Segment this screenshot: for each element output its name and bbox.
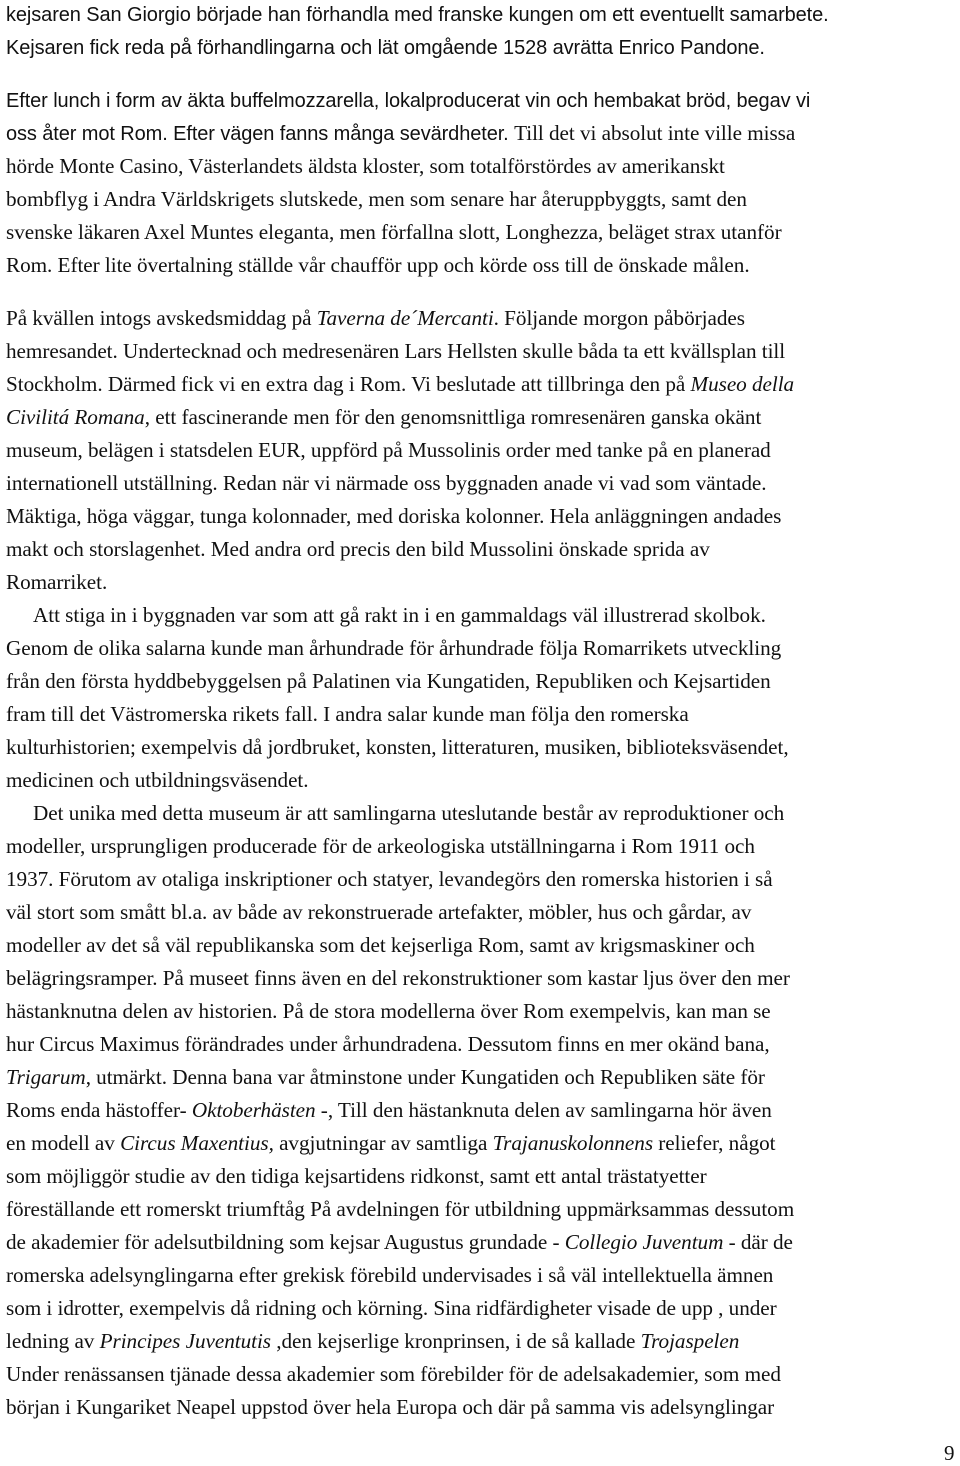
text-line [6, 735, 789, 759]
text-segment: Roms enda hästoffer- [6, 1098, 192, 1122]
text-line [6, 220, 782, 244]
text-segment: Mäktiga, höga väggar, tunga kolonnader, med doriska kolonner. Hela anläggningen andades [6, 504, 782, 528]
text-segment: museum, belägen i statsdelen EUR, uppförd på Mussolinis order med tanke på en planerad [6, 438, 771, 462]
text-line [6, 1065, 765, 1089]
text-line [6, 1164, 707, 1188]
text-segment: Under renässansen tjänade dessa akademier som förebilder för de adelsakademier, som med [6, 1362, 781, 1386]
text-segment: , ett fascinerande men för den genomsnittliga romresenären ganska okänt [144, 405, 762, 429]
text-line [6, 121, 795, 146]
text-segment: början i Kungariket Neapel uppstod över hela Europa och där på samma vis adelsynglingar [6, 1395, 775, 1419]
text-segment: från den första hyddbebyggelsen på Palatinen via Kungatiden, Republiken och Kejsartiden [6, 669, 771, 693]
text-segment: en modell av [6, 1131, 121, 1155]
text-segment: hur Circus Maximus förändrades under århundradena. Dessutom finns en mer okänd bana, [6, 1032, 770, 1056]
text-segment: Romarriket. [6, 570, 108, 594]
text-line [6, 471, 767, 495]
text-segment: de akademier för adelsutbildning som kejsar Augustus grundade - [6, 1230, 565, 1254]
text-line [6, 1032, 770, 1056]
text-line [6, 306, 745, 330]
text-segment: hemresandet. Undertecknad och medresenären Lars Hellsten skulle båda ta ett kvällsplan till [6, 339, 786, 363]
text-line [6, 834, 755, 858]
text-segment: internationell utställning. Redan när vi närmade oss byggnaden anade vi vad som väntade. [6, 471, 767, 495]
text-line [6, 537, 710, 561]
text-segment: Det unika med detta museum är att samlingarna uteslutande består av reproduktioner och [33, 801, 785, 825]
italic-text: Trojaspelen [640, 1329, 740, 1353]
text-line [6, 1098, 772, 1122]
text-segment: 1937. Förutom av otaliga inskriptioner och statyer, levandegörs den romerska historien i så [6, 867, 773, 891]
text-segment: medicinen och utbildningsväsendet. [6, 768, 309, 792]
italic-text: Taverna de´Mercanti [316, 306, 494, 330]
text-line [6, 504, 781, 528]
text-line [6, 933, 755, 957]
text-segment: -, Till den hästanknuta delen av samlingarna hör även [315, 1098, 772, 1122]
text-line [6, 88, 810, 113]
text-line [6, 867, 773, 891]
italic-text: Oktoberhästen [191, 1098, 316, 1122]
text-line [6, 900, 751, 924]
text-segment: romerska adelsynglingarna efter grekisk förebild undervisades i så väl intellektuella ämnen [6, 1263, 774, 1287]
text-segment: Stockholm. Därmed fick vi en extra dag i Rom. Vi beslutade att tillbringa den på [6, 372, 691, 396]
text-line [6, 1329, 739, 1353]
text-segment: bombflyg i Andra Världskrigets slutskede, men som senare har återuppbyggts, samt den [6, 187, 747, 211]
text-segment: väl stort som smått bl.a. av både av rekonstruerade artefakter, möbler, hus och gårdar, av [6, 900, 752, 924]
text-segment: Till det vi absolut inte ville missa [514, 121, 796, 145]
text-segment: ledning av [6, 1329, 100, 1353]
text-segment: Kejsaren fick reda på förhandlingarna och lät omgående 1528 avrätta Enrico Pandone. [6, 37, 765, 59]
text-segment: Att stiga in i byggnaden var som att gå rakt in i en gammaldags väl illustrerad skolbok. [33, 603, 766, 627]
text-line [33, 603, 766, 627]
text-segment: kejsaren San Giorgio började han förhandla med franske kungen om ett eventuellt samarbete. [6, 4, 829, 26]
text-line [6, 154, 725, 178]
text-line [6, 570, 107, 594]
text-line [6, 1395, 774, 1419]
text-segment: modeller av det så väl republikanska som det kejserliga Rom, samt av krigsmaskiner och [6, 933, 755, 957]
italic-text: Collegio Juventum [564, 1230, 724, 1254]
text-line [6, 1131, 776, 1155]
italic-text: Trigarum [6, 1065, 86, 1089]
italic-text: Museo della [690, 372, 795, 396]
text-line [6, 1197, 794, 1221]
text-line [6, 253, 750, 277]
text-segment: hörde Monte Casino, Västerlandets äldsta kloster, som totalförstördes av amerikanskt [6, 154, 725, 178]
text-line [6, 405, 761, 429]
text-segment: som möjliggör studie av den tidiga kejsartidens ridkonst, samt ett antal trästatyetter [6, 1164, 707, 1188]
text-segment: hästanknutna delen av historien. På de stora modellerna över Rom exempelvis, kan man se [6, 999, 771, 1023]
italic-text: Principes Juventutis [99, 1329, 272, 1353]
text-segment: . Följande morgon påbörjades [493, 306, 745, 330]
text-segment: - där de [723, 1230, 793, 1254]
text-line [6, 768, 309, 792]
text-line [6, 966, 790, 990]
text-segment: avgjutningar av samtliga [273, 1131, 493, 1155]
italic-text: Trajanuskolonnens [492, 1131, 654, 1155]
text-line [33, 801, 784, 825]
italic-text: Circus Maxentius, [120, 1131, 274, 1155]
text-segment: På kvällen intogs avskedsmiddag på [6, 306, 317, 330]
text-segment: Rom. Efter lite övertalning ställde vår chaufför upp och körde oss till de önskade målen. [6, 253, 750, 277]
text-segment: modeller, ursprungligen producerade för de arkeologiska utställningarna i Rom 1911 och [6, 834, 755, 858]
text-line [6, 999, 771, 1023]
italic-text: Civilitá Romana [6, 405, 145, 429]
text-line [6, 35, 765, 60]
text-segment: reliefer, något [653, 1131, 776, 1155]
text-line [6, 1296, 777, 1320]
text-segment: Genom de olika salarna kunde man århundrade för århundrade följa Romarrikets utveckling [6, 636, 782, 660]
text-segment: belägringsramper. På museet finns även en del rekonstruktioner som kastar ljus över den mer [6, 966, 790, 990]
text-line [6, 438, 771, 462]
text-segment: svenske läkaren Axel Muntes eleganta, men förfallna slott, Longhezza, beläget strax utanför [6, 220, 782, 244]
text-line [6, 1362, 781, 1386]
text-segment: kulturhistorien; exempelvis då jordbruket, konsten, litteraturen, musiken, biblioteksväsendet, [6, 735, 789, 759]
text-line [6, 187, 747, 211]
text-segment: makt och storslagenhet. Med andra ord precis den bild Mussolini önskade sprida av [6, 537, 710, 561]
text-segment: föreställande ett romerskt triumftåg På avdelningen för utbildning uppmärksammas dessutom [6, 1197, 795, 1221]
text-line [6, 702, 689, 726]
text-segment: oss åter mot Rom. Efter vägen fanns många sevärdheter. [6, 123, 515, 145]
text-line [6, 339, 785, 363]
text-line [6, 2, 829, 27]
text-line [6, 669, 771, 693]
text-line [6, 372, 794, 396]
page-number: 9 [944, 1441, 955, 1465]
text-segment: , utmärkt. Denna bana var åtminstone under Kungatiden och Republiken säte för [85, 1065, 765, 1089]
text-line [6, 1230, 793, 1254]
text-line [6, 636, 781, 660]
text-segment: fram till det Västromerska rikets fall. I andra salar kunde man följa den romerska [6, 702, 689, 726]
text-segment: ,den kejserlige kronprinsen, i de så kallade [271, 1329, 641, 1353]
text-segment: som i idrotter, exempelvis då ridning och körning. Sina ridfärdigheter visade de upp , under [6, 1296, 777, 1320]
text-segment: Efter lunch i form av äkta buffelmozzarella, lokalproducerat vin och hembakat bröd, begav vi [6, 90, 811, 112]
text-line [6, 1263, 773, 1287]
